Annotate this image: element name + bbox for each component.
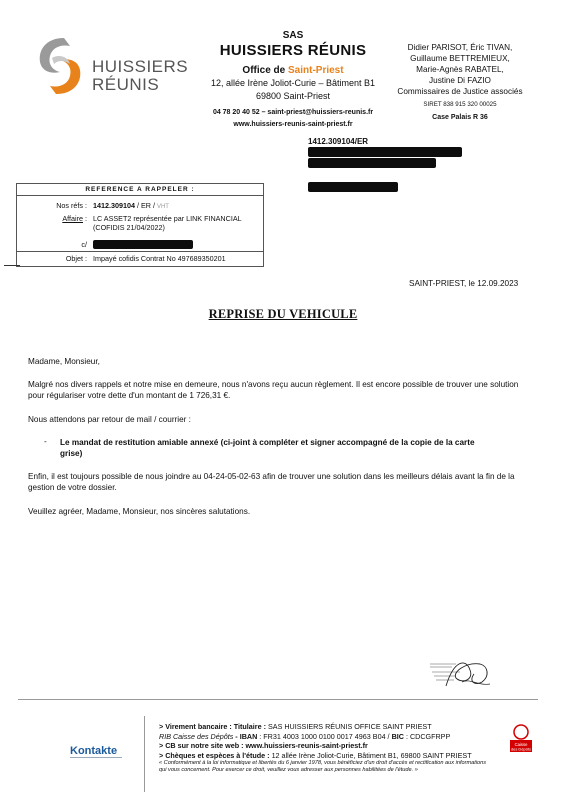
phone-email: 04 78 20 40 52 – saint-priest@huissiers-reunis.fr bbox=[212, 109, 374, 116]
address-line-2: 69800 Saint-Priest bbox=[255, 91, 331, 101]
affaire-line-2: (COFIDIS 21/04/2022) bbox=[93, 223, 165, 232]
partner-line: Didier PARISOT, Éric TIVAN, bbox=[407, 43, 513, 52]
address-line-1: 12, allée Irène Joliot-Curie – Bâtiment B1 bbox=[210, 78, 376, 88]
kontakte-logo-text: Kontakte bbox=[70, 745, 118, 757]
redacted-recipient-city bbox=[308, 182, 398, 192]
nos-refs-vht: VHT bbox=[156, 204, 169, 210]
payment-info bbox=[159, 722, 535, 774]
cdc-logo-line-1: Caisse bbox=[514, 742, 528, 747]
paragraph-1: Malgré nos divers rappels et notre mise en demeure, nous n'avons reçu aucun règlement. Il est encore possible de trouver une solution pour régulariser votre dette d'un montant de 1 726,31 €. bbox=[28, 380, 519, 400]
footer-cheques: > Chèques et espèces à l'étude : 12 allée Irène Joliot-Curie, Bâtiment B1, 69800 SAINT PRIEST bbox=[159, 750, 472, 760]
debtor-label: c/ bbox=[81, 240, 87, 249]
office-title bbox=[180, 65, 406, 76]
place-date: SAINT-PRIEST, le 12.09.2023 bbox=[409, 279, 519, 288]
closing: Veuillez agréer, Madame, Monsieur, nos sincères salutations. bbox=[28, 507, 251, 516]
signature-stamp-icon bbox=[426, 656, 496, 690]
logo-line-2: RÉUNIS bbox=[92, 75, 160, 94]
office-prefix: Office de bbox=[242, 65, 288, 76]
greeting: Madame, Monsieur, bbox=[28, 357, 100, 366]
paragraph-2: Nous attendons par retour de mail / courrier : bbox=[28, 415, 191, 424]
paragraph-3: Enfin, il est toujours possible de nous joindre au 04-24-05-02-63 afin de trouver une solution dans les meilleurs délais avant la fin de la gestion de votre dossier. bbox=[28, 472, 515, 492]
website-link[interactable]: www.huissiers-reunis-saint-priest.fr bbox=[233, 121, 353, 128]
cdc-logo-line-2: des Dépôts bbox=[510, 746, 532, 752]
nos-refs-label: Nos réfs : bbox=[56, 201, 87, 210]
redacted-recipient-address bbox=[308, 158, 436, 168]
legal-notice-1: « Conformément à la loi informatique et libertés du 6 janvier 1978, vous bénéficiez d'un droit d'accès et rectification aux informations bbox=[159, 760, 487, 767]
objet-value: Impayé cofidis Contrat No 497689350201 bbox=[93, 254, 226, 263]
case-palais: Case Palais R 36 bbox=[432, 114, 488, 121]
logo-line-1: HUISSIERS bbox=[92, 57, 189, 76]
reference-box bbox=[16, 183, 264, 267]
footer-cb[interactable]: > CB sur notre site web : www.huissiers-reunis-saint-priest.fr bbox=[159, 741, 368, 751]
partners-block bbox=[392, 42, 528, 123]
objet-label: Objet : bbox=[65, 254, 87, 263]
reference-box-divider bbox=[17, 251, 263, 252]
siret: SIRET 838 915 320 00025 bbox=[423, 101, 497, 108]
footer-divider bbox=[18, 699, 538, 700]
office-place: Saint-Priest bbox=[288, 65, 344, 76]
fold-mark bbox=[4, 265, 20, 266]
footer-bank-transfer: > Virement bancaire : Titulaire : SAS HUISSIERS RÉUNIS OFFICE SAINT PRIEST bbox=[159, 722, 432, 731]
partner-line: Justine Di FAZIO bbox=[429, 76, 491, 85]
footer-rib: RIB Caisse des Dépôts - IBAN : FR31 4003 1000 0100 0017 4963 B04 / BIC : CDCGFRPP bbox=[159, 731, 451, 741]
logo-wordmark bbox=[92, 58, 188, 94]
bullet-dash: - bbox=[44, 437, 47, 446]
legal-notice-2: qui vous concernent. Pour exercer ce droit, veuillez vous adresser aux personnes habilitées de l'étude. » bbox=[159, 767, 418, 774]
letter-title: REPRISE DU VEHICULE bbox=[208, 307, 358, 321]
company-form: SAS bbox=[282, 30, 304, 41]
redacted-debtor bbox=[93, 240, 193, 249]
office-header bbox=[180, 30, 406, 131]
affaire-value bbox=[93, 214, 259, 232]
nos-refs-suffix: / ER / bbox=[134, 201, 155, 210]
partner-line: Guillaume BETTREMIEUX, bbox=[410, 54, 510, 63]
recipient-reference: 1412.309104/ER bbox=[308, 137, 369, 146]
footer-vertical-rule bbox=[144, 716, 145, 792]
redacted-recipient-name bbox=[308, 147, 462, 157]
reference-box-header: REFERENCE A RAPPELER : bbox=[17, 184, 263, 196]
affaire-label: Affaire : bbox=[62, 214, 87, 223]
nos-refs-value bbox=[93, 201, 259, 210]
company-name: HUISSIERS RÉUNIS bbox=[219, 42, 367, 59]
bullet-item: Le mandat de restitution amiable annexé (ci-joint à compléter et signer accompagné de la copie de la carte grise) bbox=[60, 438, 475, 458]
kontakte-logo-icon bbox=[66, 738, 126, 766]
nos-refs-number: 1412.309104 bbox=[93, 201, 135, 210]
affaire-line-1: LC ASSET2 représentée par LINK FINANCIAL bbox=[93, 214, 242, 223]
partner-line: Marie-Agnès RABATEL, bbox=[416, 65, 504, 74]
caisse-des-depots-logo-icon bbox=[508, 723, 534, 753]
partner-line: Commissaires de Justice associés bbox=[397, 87, 523, 96]
huissiers-reunis-logo-icon bbox=[34, 36, 86, 96]
